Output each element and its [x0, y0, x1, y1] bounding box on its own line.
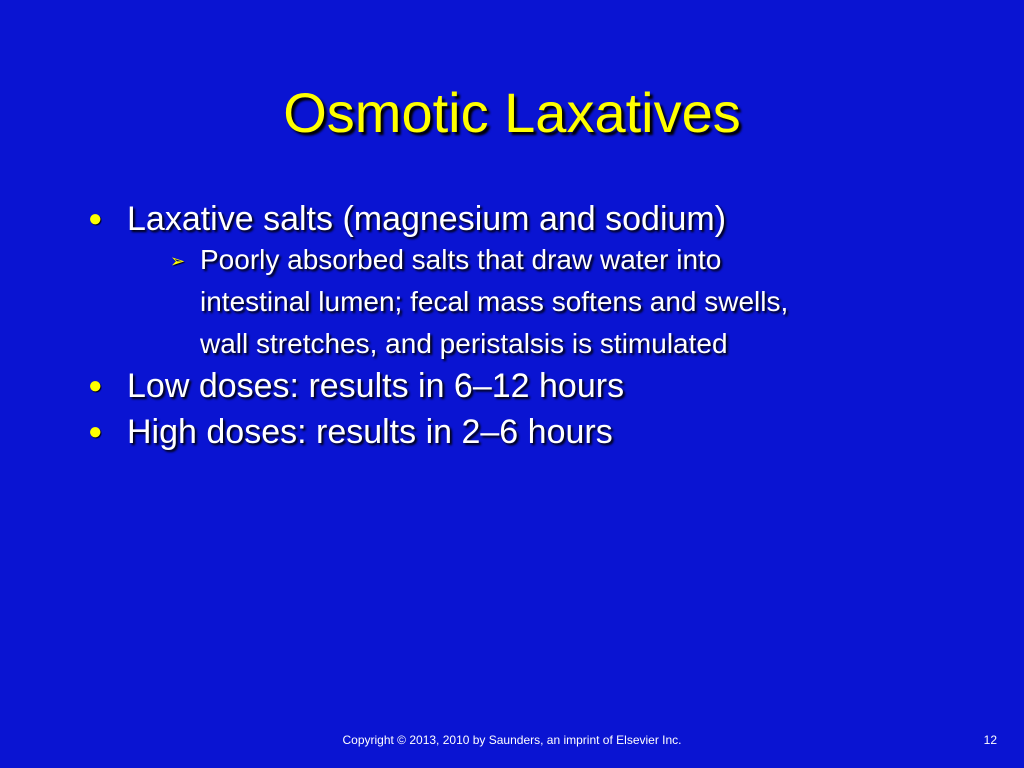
page-number: 12	[983, 733, 997, 747]
bullet-text: Laxative salts (magnesium and sodium)	[127, 200, 727, 238]
bullet-dot-icon: ●	[88, 418, 103, 445]
sub-bullet-line-2: intestinal lumen; fecal mass softens and swells,	[200, 286, 789, 317]
arrow-bullet-icon: ➢	[170, 251, 186, 271]
sub-bullet-item-poorly-absorbed	[170, 239, 938, 365]
sub-bullet-line-3: wall stretches, and peristalsis is stimulated	[200, 328, 728, 359]
bullet-text: Low doses: results in 6–12 hours	[127, 367, 625, 405]
slide-body	[88, 196, 938, 455]
bullet-dot-icon: ●	[88, 372, 103, 399]
copyright-footer: Copyright © 2013, 2010 by Saunders, an imprint of Elsevier Inc.	[342, 733, 682, 747]
bullet-text: High doses: results in 2–6 hours	[127, 413, 613, 451]
sub-bullet-line-1: Poorly absorbed salts that draw water into	[200, 244, 722, 275]
bullet-item-high-doses	[88, 409, 938, 455]
bullet-dot-icon: ●	[88, 205, 103, 232]
bullet-item-laxative-salts	[88, 196, 938, 242]
slide-title: Osmotic Laxatives	[283, 81, 741, 144]
bullet-item-low-doses	[88, 363, 938, 409]
